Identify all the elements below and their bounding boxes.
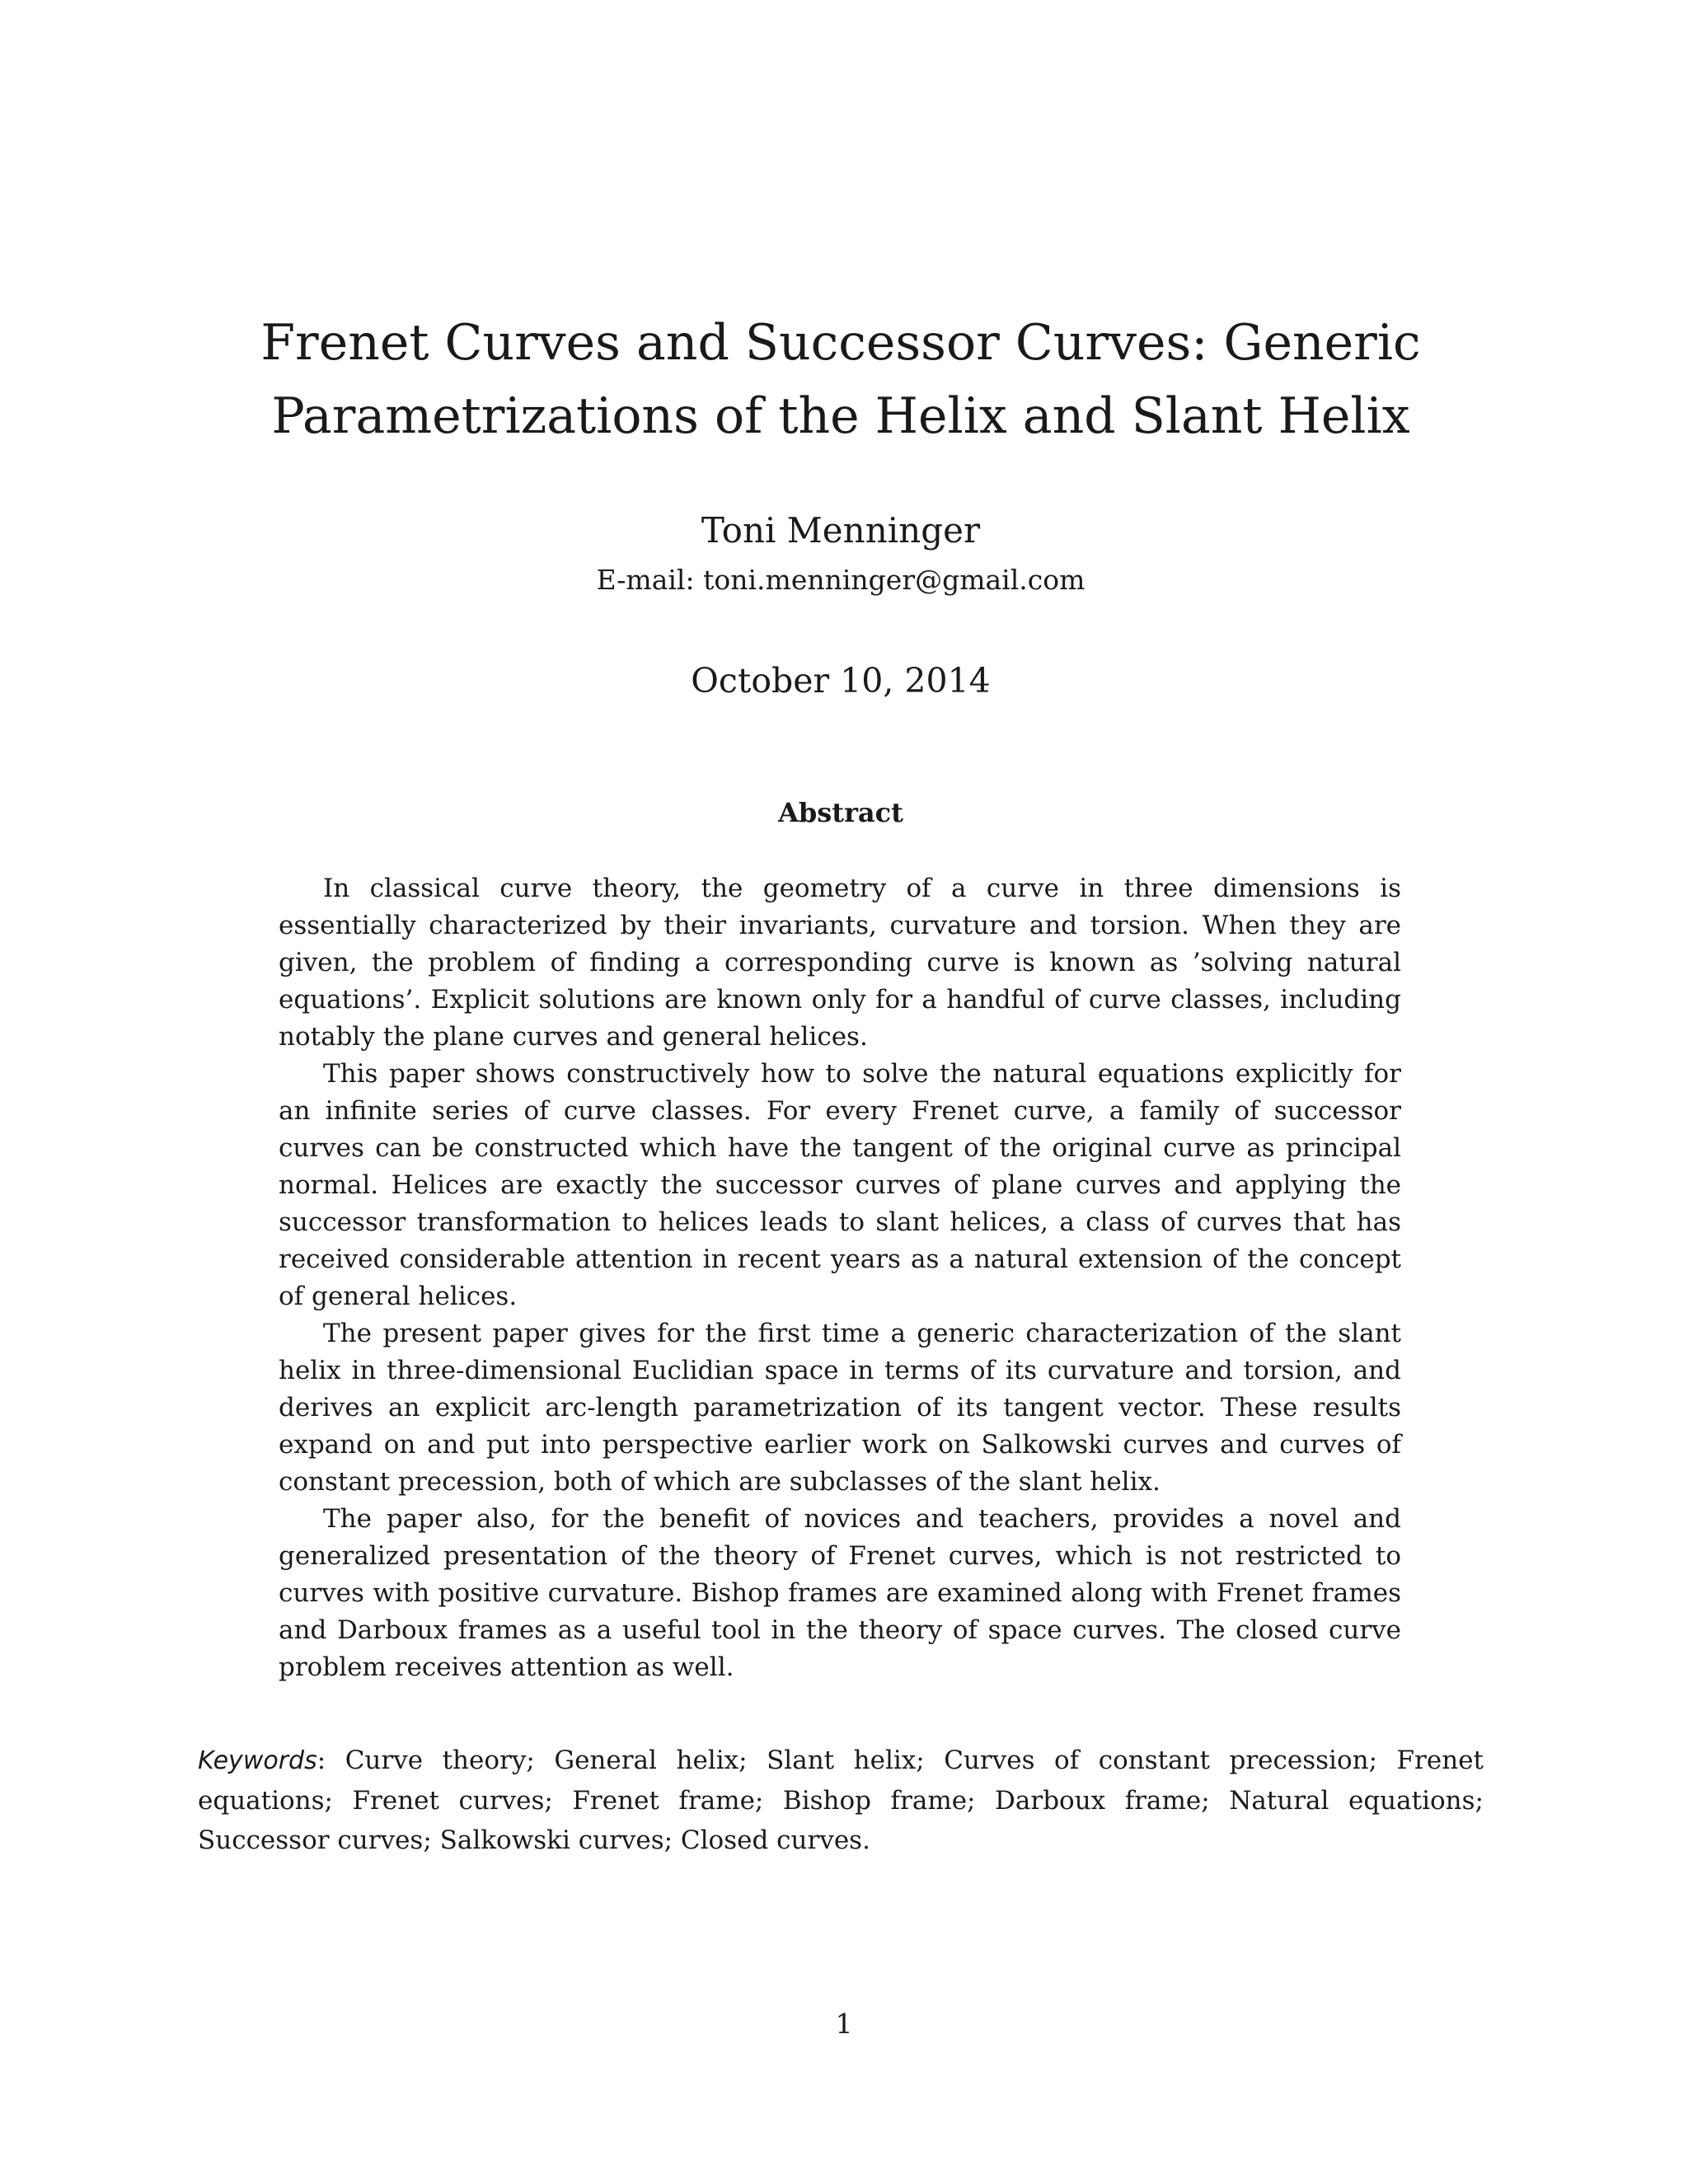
abstract-paragraph: The paper also, for the benefit of novices and teachers, provides a novel and generalized presentation of the theory of Frenet curves, which is not restricted to curves with positive curvature. Bishop frames are examined along with Frenet frames and Darboux frames as a useful tool in the theory of space curves. The closed curve problem receives attention as well. (279, 1504, 1401, 1682)
paper-title-line-1: Frenet Curves and Successor Curves: Generic (260, 314, 1421, 372)
abstract-paragraph: In classical curve theory, the geometry of a curve in three dimensions is essentially characterized by their invariants, curvature and torsion. When they are given, the problem of finding a corresponding curve is known as ’solving natural equations’. Explicit solutions are known only for a handful of curve classes, including notably the plane curves and general helices. (279, 874, 1401, 1052)
abstract-body (279, 870, 1401, 1686)
keywords (198, 1741, 1484, 1860)
page-number: 1 (835, 2008, 853, 2040)
abstract-paragraph: This paper shows constructively how to solve the natural equations explicitly for an infinite series of curve classes. For every Frenet curve, a family of successor curves can be constructed which have the tangent of the original curve as principal normal. Helices are exactly the successor curves of plane curves and applying the successor transformation to helices leads to slant helices, a class of curves that has received considerable attention in recent years as a natural extension of the concept of general helices. (279, 1059, 1401, 1311)
author-name: Toni Menninger (701, 510, 981, 551)
abstract-heading: Abstract (778, 797, 903, 828)
keywords-label: Keywords (198, 1746, 317, 1775)
keywords-text: : Curve theory; General helix; Slant helix; Curves of constant precession; Frenet equations; Frenet curves; Frenet frame; Bishop frame; Darboux frame; Natural equations; Successor curves; Salkowski curves; Closed curves. (198, 1746, 1484, 1855)
paper-title-line-2: Parametrizations of the Helix and Slant Helix (271, 387, 1410, 445)
paper-date: October 10, 2014 (691, 661, 991, 701)
abstract-paragraph: The present paper gives for the first time a generic characterization of the slant helix in three-dimensional Euclidian space in terms of its curvature and torsion, and derives an explicit arc-length parametrization of its tangent vector. These results expand on and put into perspective earlier work on Salkowski curves and curves of constant precession, both of which are subclasses of the slant helix. (279, 1319, 1401, 1497)
paper-title (198, 307, 1484, 453)
author-email: E-mail: toni.menninger@gmail.com (596, 564, 1085, 596)
